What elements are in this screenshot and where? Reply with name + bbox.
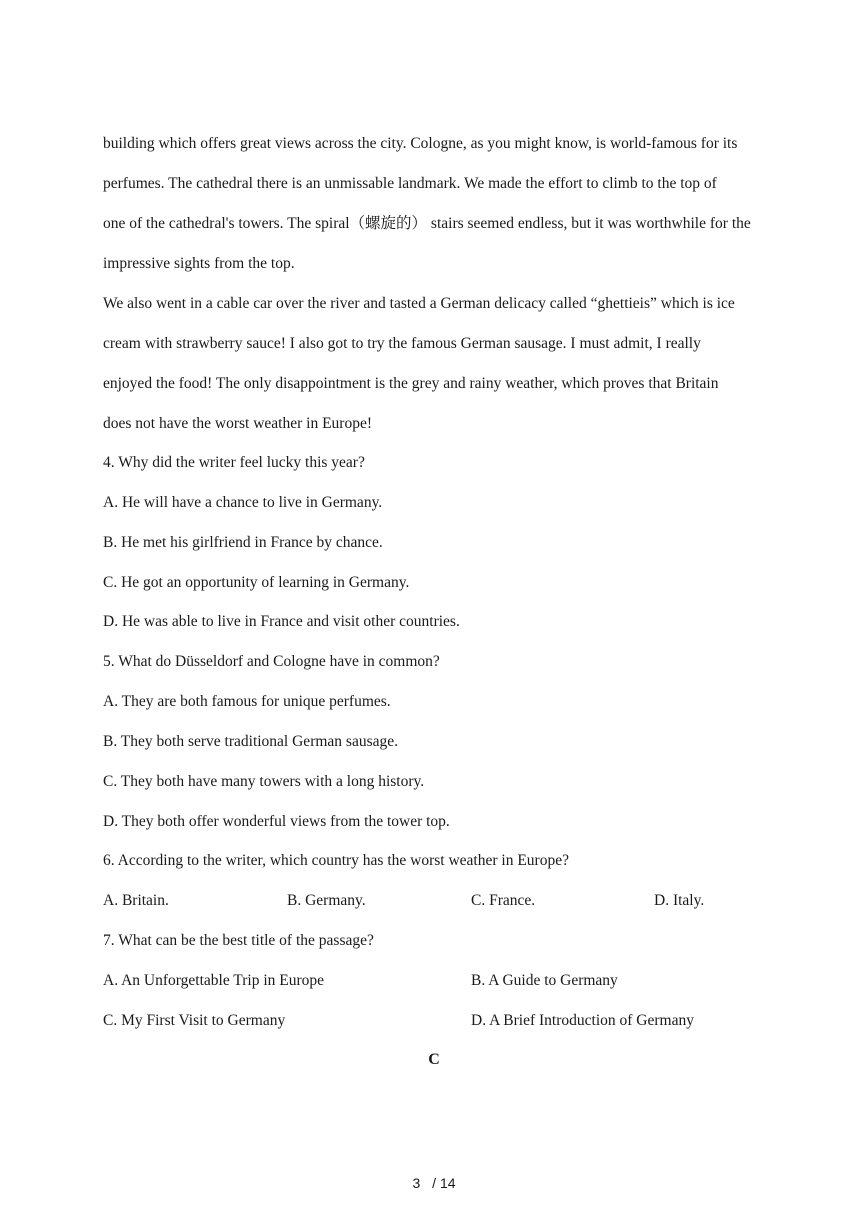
answer-option: B. They both serve traditional German sausage. xyxy=(103,733,398,750)
page-number xyxy=(0,1174,868,1192)
question-stem: 4. Why did the writer feel lucky this year? xyxy=(103,454,365,471)
page-separator: / xyxy=(432,1175,437,1191)
answer-option: B. A Guide to Germany xyxy=(471,972,618,989)
current-page: 3 xyxy=(412,1175,421,1191)
answer-option: D. Italy. xyxy=(654,892,705,909)
answer-option: A. They are both famous for unique perfumes. xyxy=(103,693,391,710)
answer-option: C. France. xyxy=(471,892,536,909)
total-pages: 14 xyxy=(439,1175,456,1191)
question-stem: 5. What do Düsseldorf and Cologne have in common? xyxy=(103,653,440,670)
passage-line: one of the cathedral's towers. The spiral（螺旋的） stairs seemed endless, but it was worthwhile for the xyxy=(103,215,751,232)
answer-option: A. Britain. xyxy=(103,892,169,909)
answer-option: A. An Unforgettable Trip in Europe xyxy=(103,972,325,989)
passage-line: building which offers great views across the city. Cologne, as you might know, is world-famous for its xyxy=(103,135,738,152)
answer-option: A. He will have a chance to live in Germany. xyxy=(103,494,383,511)
section-heading: C xyxy=(428,1051,440,1068)
passage-line: does not have the worst weather in Europe! xyxy=(103,415,373,432)
answer-option: D. He was able to live in France and visit other countries. xyxy=(103,613,460,630)
passage-line: impressive sights from the top. xyxy=(103,255,295,272)
answer-option: D. A Brief Introduction of Germany xyxy=(471,1012,694,1029)
answer-option: C. They both have many towers with a long history. xyxy=(103,773,425,790)
passage-line: perfumes. The cathedral there is an unmissable landmark. We made the effort to climb to the top of xyxy=(103,175,717,192)
answer-option: B. He met his girlfriend in France by chance. xyxy=(103,534,383,551)
question-stem: 7. What can be the best title of the passage? xyxy=(103,932,374,949)
answer-option: D. They both offer wonderful views from the tower top. xyxy=(103,813,450,830)
answer-option: B. Germany. xyxy=(287,892,366,909)
question-stem: 6. According to the writer, which country has the worst weather in Europe? xyxy=(103,852,569,869)
passage-line: cream with strawberry sauce! I also got to try the famous German sausage. I must admit, I really xyxy=(103,335,701,352)
answer-option: C. He got an opportunity of learning in Germany. xyxy=(103,574,410,591)
answer-option: C. My First Visit to Germany xyxy=(103,1012,286,1029)
passage-line: enjoyed the food! The only disappointment is the grey and rainy weather, which proves that Britain xyxy=(103,375,719,392)
passage-line: We also went in a cable car over the river and tasted a German delicacy called “ghettieis” which is ice xyxy=(103,295,735,312)
